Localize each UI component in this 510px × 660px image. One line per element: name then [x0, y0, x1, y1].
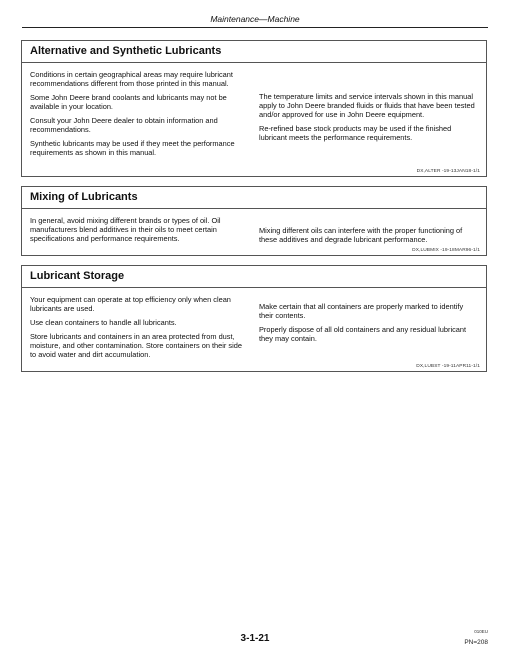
- paragraph: Re-refined base stock products may be used if the finished lubricant meets the performance requirements.: [259, 124, 452, 142]
- section-alternative-synthetic-lubricants: [21, 40, 487, 177]
- section-title: Mixing of Lubricants: [22, 187, 486, 209]
- left-column: [30, 209, 249, 255]
- right-column: [259, 63, 478, 175]
- paragraph: Mixing different oils can interfere with the proper functioning of these additives and degrade lubricant performance.: [259, 226, 463, 244]
- paragraph: Synthetic lubricants may be used if they meet the performance requirements as shown in this manual.: [30, 139, 235, 157]
- reference-code: DX,LUBMIX -19-18MAR96-1/1: [412, 248, 480, 253]
- paragraph: Your equipment can operate at top efficiency only when clean lubricants are used.: [30, 295, 231, 313]
- footer-pn: PN=208: [464, 639, 488, 646]
- paragraph: Consult your John Deere dealer to obtain information and recommendations.: [30, 116, 218, 134]
- paragraph: Store lubricants and containers in an area protected from dust, moisture, and other contamination. Store containers on their side to avoid water and dirt accumulation.: [30, 332, 242, 359]
- paragraph: Make certain that all containers are properly marked to identify their contents.: [259, 302, 464, 320]
- footer-code: 010EU: [474, 629, 488, 634]
- reference-code: DX,LUBST -19-11APR11-1/1: [416, 364, 480, 369]
- section-title: Lubricant Storage: [22, 266, 486, 288]
- section-mixing-of-lubricants: [21, 186, 487, 256]
- paragraph: Use clean containers to handle all lubricants.: [30, 318, 177, 327]
- paragraph: Some John Deere brand coolants and lubricants may not be available in your location.: [30, 93, 227, 111]
- reference-code: DX,ALTER -19-13JAN18-1/1: [416, 169, 480, 174]
- section-title: Alternative and Synthetic Lubricants: [22, 41, 486, 63]
- page-header: [22, 14, 488, 28]
- paragraph: Conditions in certain geographical areas may require lubricant recommendations different from those printed in this manual.: [30, 70, 233, 88]
- header-title: Maintenance—Machine: [210, 14, 300, 24]
- left-column: [30, 288, 249, 370]
- left-column: [30, 63, 249, 175]
- paragraph: Properly dispose of all old containers and any residual lubricant they may contain.: [259, 325, 467, 343]
- right-column: [259, 288, 478, 370]
- section-lubricant-storage: [21, 265, 487, 372]
- page-number: 3-1-21: [240, 633, 270, 644]
- paragraph: The temperature limits and service intervals shown in this manual apply to John Deere branded fluids or fluids that have been tested and/or approved for use in John Deere equipment.: [259, 92, 475, 119]
- paragraph: In general, avoid mixing different brands or types of oil. Oil manufacturers blend additives in their oils to meet certain specifications and performance requirements.: [30, 216, 221, 243]
